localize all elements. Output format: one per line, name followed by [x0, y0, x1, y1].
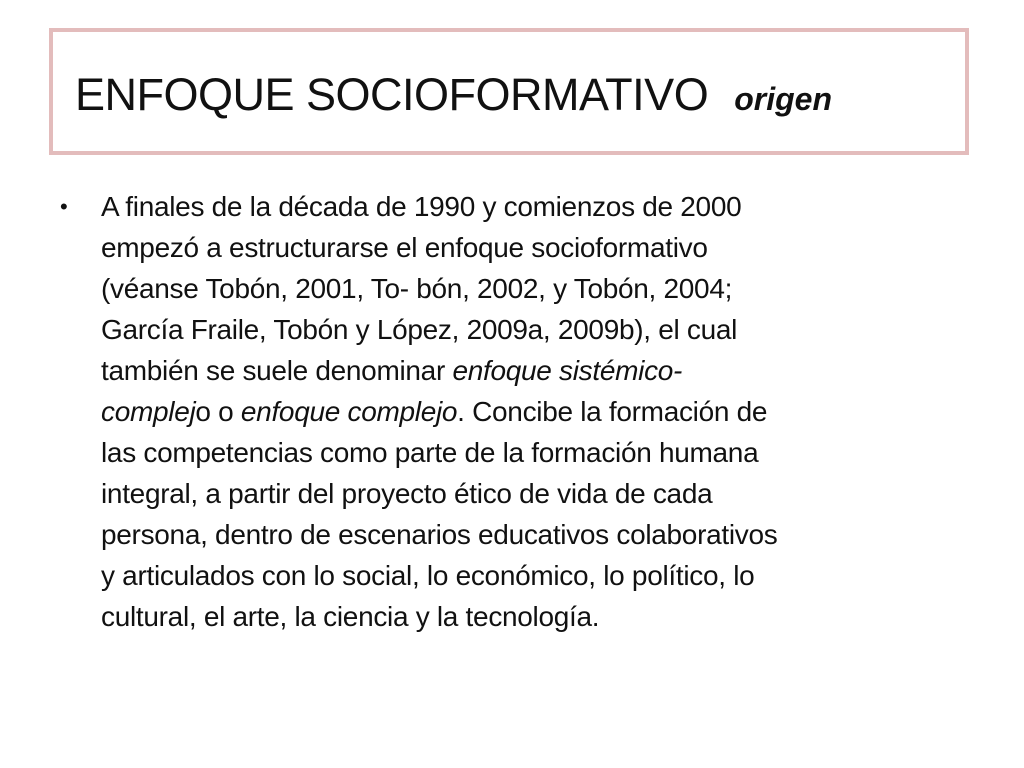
paragraph-line-11: cultural, el arte, la ciencia y la tecnología. [101, 601, 600, 632]
paragraph-line-7: las competencias como parte de la formación humana [101, 437, 759, 468]
bullet-item [60, 186, 970, 637]
line6-italic-b: enfoque complejo [240, 396, 458, 427]
bullet-icon: • [60, 194, 68, 219]
paragraph-line-10: y articulados con lo social, lo económico, lo político, lo [101, 560, 755, 591]
paragraph-line-8: integral, a partir del proyecto ético de vida de cada [101, 478, 713, 509]
paragraph-line-1: A finales de la década de 1990 y comienzos de 2000 [101, 191, 742, 222]
line6-italic-a: complej [101, 396, 196, 427]
title-box [49, 28, 969, 155]
paragraph-line-3: (véanse Tobón, 2001, To- bón, 2002, y Tobón, 2004; [101, 273, 733, 304]
line6-text-a: o o [195, 396, 241, 427]
line6-text-b: . Concibe la formación de [457, 396, 768, 427]
line5-italic: enfoque sistémico- [452, 355, 683, 386]
paragraph-line-4: García Fraile, Tobón y López, 2009a, 2009b), el cual [101, 314, 738, 345]
line5-text: también se suele denominar [101, 355, 453, 386]
slide-title [75, 70, 832, 124]
slide-body [60, 186, 970, 637]
paragraph-line-6 [101, 391, 970, 432]
paragraph-line-9: persona, dentro de escenarios educativos colaborativos [101, 519, 778, 550]
title-subtitle: origen [734, 81, 832, 117]
title-main: ENFOQUE SOCIOFORMATIVO [75, 69, 709, 120]
paragraph-line-2: empezó a estructurarse el enfoque socioformativo [101, 232, 708, 263]
paragraph-line-5 [101, 350, 970, 391]
